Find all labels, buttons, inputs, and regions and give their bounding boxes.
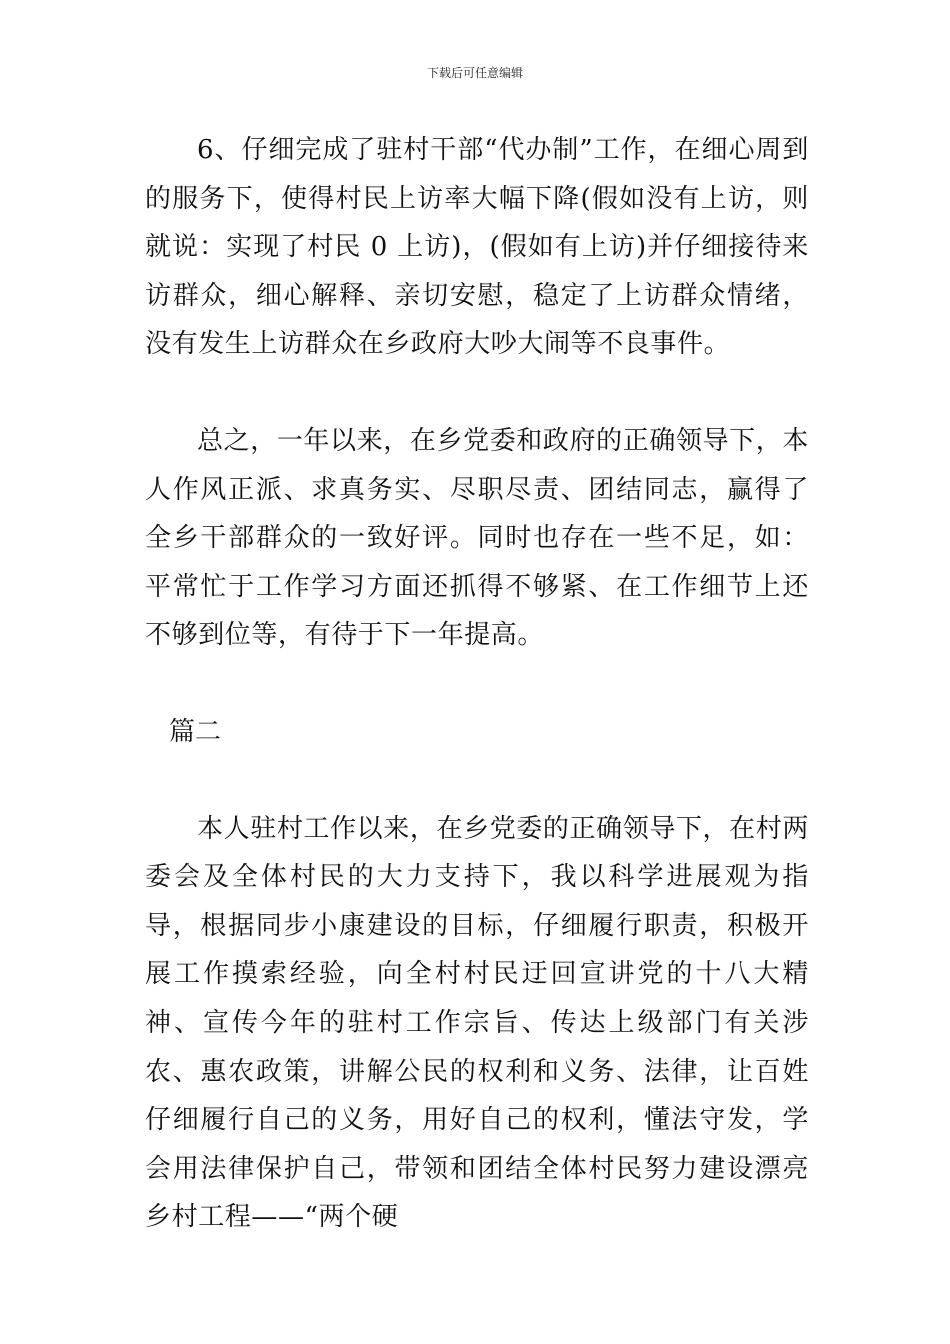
paragraph-gap [145, 757, 809, 805]
paragraph-item-6: 6、仔细完成了驻村干部“代办制”工作，在细心周到的服务下，使得村民上访率大幅下降(假如没有上访，则就说：实现了村民 0 上访)，(假如有上访)并仔细接待来访群众，细心解释、亲切安慰，稳定了上访群众情绪，没有发生上访群众在乡政府大吵大闹等不良事件。 [145, 135, 809, 360]
paragraph-summary: 总之，一年以来，在乡党委和政府的正确领导下，本人作风正派、求真务实、尽职尽责、团结同志，赢得了全乡干部群众的一致好评。同时也存在一些不足，如：平常忙于工作学习方面还抓得不够紧、在工作细节上还不够到位等，有待于下一年提高。 [145, 425, 809, 651]
header-note: 下载后可任意编辑 [426, 66, 523, 80]
section-title: 篇二 [169, 716, 222, 747]
document-body [145, 126, 809, 1242]
paragraph-gap [145, 369, 809, 417]
paragraph-gap [145, 660, 809, 708]
paragraph-intro: 本人驻村工作以来，在乡党委的正确领导下，在村两委会及全体村民的大力支持下，我以科学进展观为指导，根据同步小康建设的目标，仔细履行职责，积极开展工作摸索经验，向全村村民迂回宣讲党的十八大精神、宣传今年的驻村工作宗旨、传达上级部门有关涉农、惠农政策，讲解公民的权利和义务、法律，让百姓仔细履行自己的义务，用好自己的权利，懂法守发，学会用法律保护自己，带领和团结全体村民努力建设漂亮乡村工程——“两个硬 [145, 813, 809, 1233]
